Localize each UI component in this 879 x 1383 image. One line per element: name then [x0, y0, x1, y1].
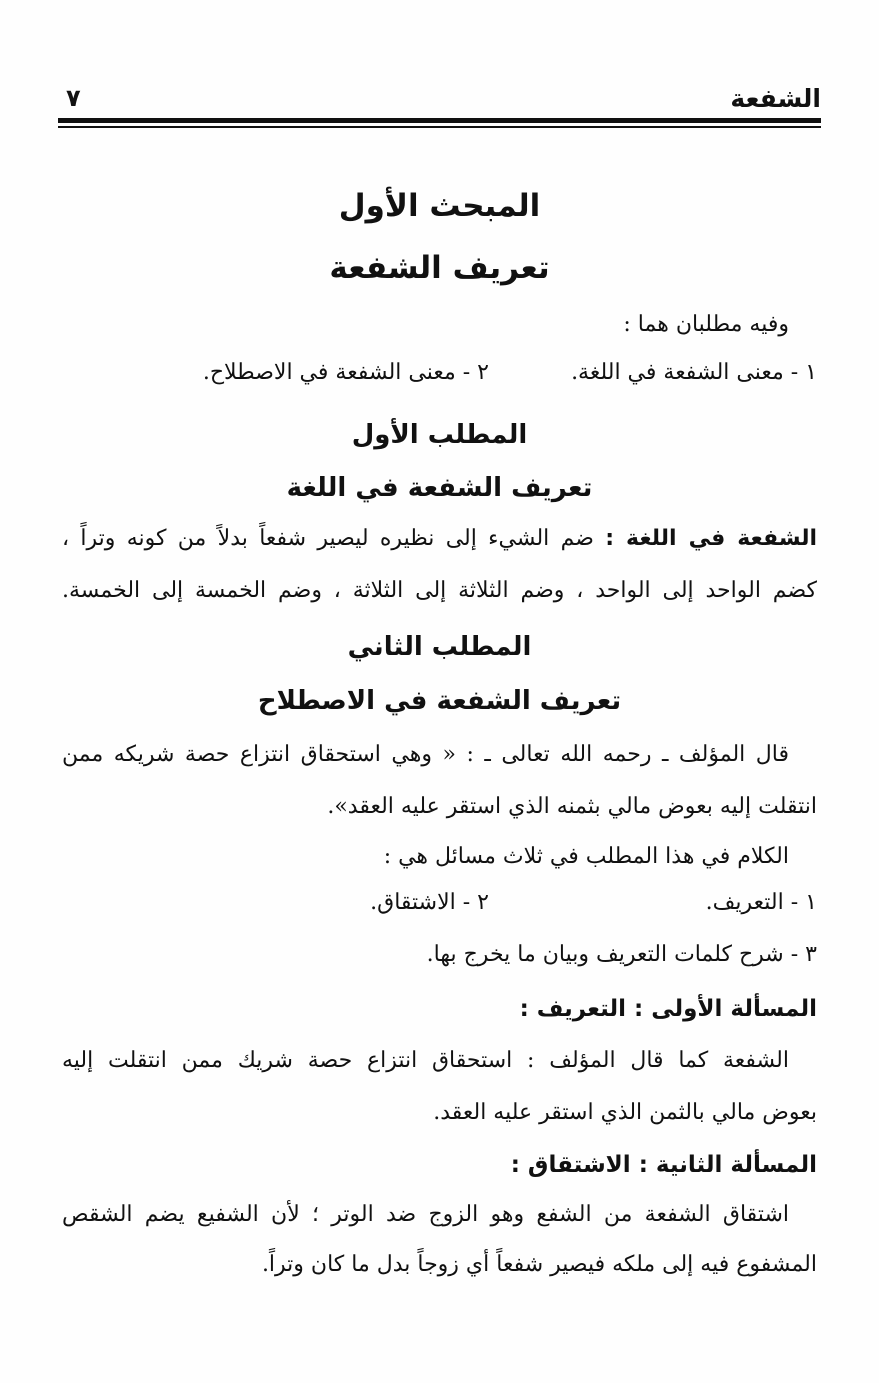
- lugha-label: الشفعة في اللغة :: [605, 526, 818, 551]
- header-title: الشفعة: [730, 84, 821, 113]
- intro-item-2: ٢ - معنى الشفعة في الاصطلاح.: [202, 360, 489, 385]
- lugha-paragraph-line-1: [62, 524, 817, 554]
- ishtiqaq-line-2: المشفوع فيه إلى ملكه فيصير شفعاً أي زوجاً بدل ما كان وتراً.: [261, 1252, 817, 1277]
- ishtiqaq-line-1: اشتقاق الشفعة من الشفع وهو الزوج ضد الوتر ؛ لأن الشفيع يضم الشقص: [62, 1202, 789, 1227]
- matlab-1-title: تعريف الشفعة في اللغة: [286, 473, 593, 503]
- list-item-1: ١ - التعريف.: [705, 890, 817, 915]
- masala-2-heading: المسألة الثانية : الاشتقاق :: [510, 1152, 817, 1178]
- qala-line-1: قال المؤلف ـ رحمه الله تعالى ـ : « وهي استحقاق انتزاع حصة شريكه ممن: [62, 742, 789, 767]
- kalam-text: الكلام في هذا المطلب في ثلاث مسائل هي :: [383, 844, 789, 869]
- lugha-paragraph-line-2: كضم الواحد إلى الواحد ، وضم الثلاثة إلى الثلاثة ، وضم الخمسة إلى الخمسة.: [62, 578, 817, 603]
- tarif-line-1: الشفعة كما قال المؤلف : استحقاق انتزاع حصة شريك ممن انتقلت إليه: [62, 1048, 789, 1073]
- lugha-text-1: ضم الشيء إلى نظيره ليصير شفعاً بدلاً من كونه وتراً ،: [62, 526, 594, 551]
- matlab-2-heading: المطلب الثاني: [347, 632, 532, 662]
- section-heading: المبحث الأول: [338, 188, 541, 224]
- masala-1-heading: المسألة الأولى : التعريف :: [519, 996, 817, 1022]
- header-rule-thin: [58, 126, 821, 128]
- intro-item-1: ١ - معنى الشفعة في اللغة.: [571, 360, 817, 385]
- page-number: ٧: [66, 84, 81, 112]
- qala-line-2: انتقلت إليه بعوض مالي بثمنه الذي استقر عليه العقد».: [327, 794, 817, 819]
- tarif-line-2: بعوض مالي بالثمن الذي استقر عليه العقد.: [433, 1100, 817, 1125]
- header-rule-thick: [58, 118, 821, 123]
- list-item-3: ٣ - شرح كلمات التعريف وبيان ما يخرج بها.: [426, 942, 817, 967]
- section-title: تعريف الشفعة: [329, 250, 550, 286]
- matlab-1-heading: المطلب الأول: [351, 420, 528, 450]
- intro-text: وفيه مطلبان هما :: [623, 312, 789, 337]
- list-item-2: ٢ - الاشتقاق.: [370, 890, 489, 915]
- running-header: [58, 78, 821, 118]
- matlab-2-title: تعريف الشفعة في الاصطلاح: [257, 686, 622, 716]
